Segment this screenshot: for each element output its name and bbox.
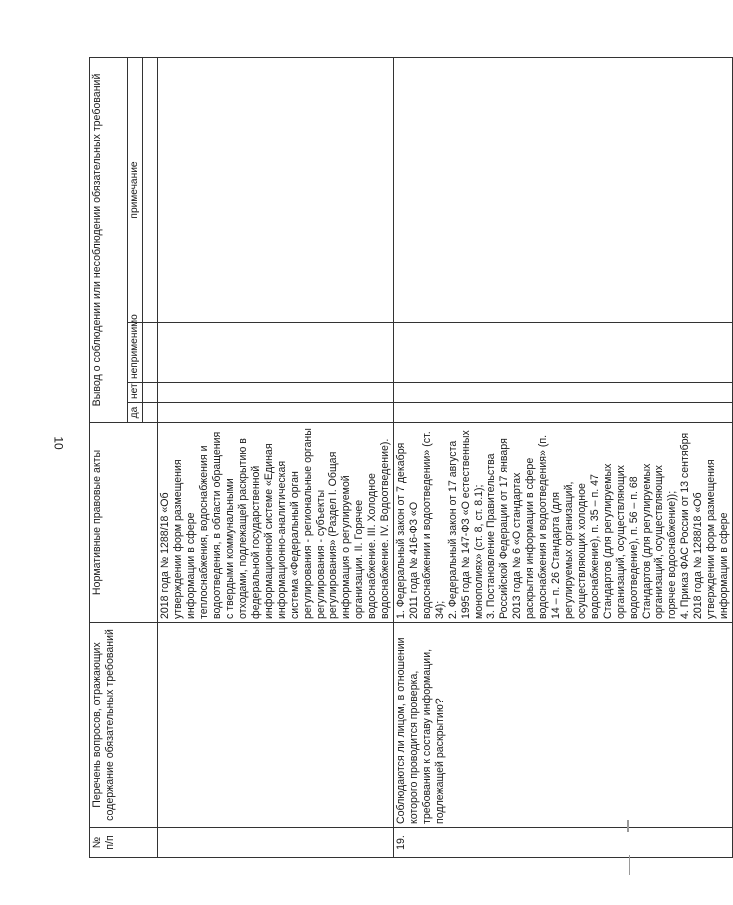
page-number: 10: [51, 436, 66, 450]
subheader-no: нет: [128, 383, 143, 403]
act-item: 1. Федеральный закон от 7 декабря 2011 года № 416-ФЗ «О водоснабжении и водоотведении» (ст. 34);: [395, 431, 446, 619]
table-row: [394, 57, 733, 857]
act-item: 2. Федеральный закон от 17 августа 1995 года № 147-ФЗ «О естественных монополиях» (ст. 8, ст. 8.1);: [446, 430, 485, 619]
scan-speck: [629, 855, 630, 875]
cell-note: [394, 57, 733, 322]
cell-not-applicable: [158, 323, 394, 383]
cell-note: [158, 57, 394, 322]
scan-speck: [627, 820, 629, 832]
header-questions: Перечень вопросов, отражающих содержание обязательных требований: [90, 623, 158, 828]
checklist-table: [89, 57, 733, 858]
cell-yes: [158, 403, 394, 423]
header-conclusion: Вывод о соблюдении или несоблюдении обязательных требований: [90, 57, 128, 422]
row-question: Соблюдаются ли лицом, в отношении которого проводится проверка, требования к составу информации, подлежащей раскрытию?: [394, 623, 733, 828]
subheader-yes: да: [128, 403, 143, 423]
subheader-not-applicable: неприменимо: [128, 323, 143, 383]
cell-not-applicable: [394, 323, 733, 383]
row-number: [158, 828, 394, 858]
cell-yes: [394, 403, 733, 423]
header-acts: Нормативные правовые акты: [90, 423, 158, 623]
act-item: 4. Приказ ФАС России от 13 сентября 2018 года № 1288/18 «Об утверждении форм размещения информации в сфере: [679, 432, 731, 619]
rotated-page-content: [89, 58, 731, 858]
table-row: [158, 57, 394, 857]
row-acts: 2018 года № 1288/18 «Об утверждении форм размещения информации в сфере теплоснабжения, водоснабжения и водоотведения, в области обращения с твердыми коммунальными отходами, подлежащей раскрытию в федеральной государственной информационной системе «Единая информационно-аналитическая система «Федеральный орган регулирования - региональные органы регулирования - субъекты регулирования» (Раздел I. Общая информация о регулируемой организации. II. Горячее водоснабжение. III. Холодное водоснабжение. IV. Водоотведение).: [158, 423, 394, 623]
act-item: 3. Постановление Правительства Российской Федерации от 17 января 2013 года № 6 «О стандартах раскрытия информации в сфере водоснабжения и водоотведения» (п. 14 – п. 26 Стандарта (для регулируемых организаций, осуществляющих холодное водоснабжение), п. 35 – п. 47 Стандартов (для регулируемых организаций, осуществляющих водоотведение), п. 56 – п. 68 Стандартов (для регулируемых организаций, осуществляющих горячее водоснабжение));: [485, 434, 679, 619]
header-number: № п/п: [90, 828, 158, 858]
subheader-note: примечание: [128, 57, 143, 322]
cell-no: [158, 383, 394, 403]
row-number: 19.: [394, 828, 733, 858]
row-acts: [394, 423, 733, 623]
header-row: [90, 57, 128, 857]
row-question: [158, 623, 394, 828]
cell-no: [394, 383, 733, 403]
